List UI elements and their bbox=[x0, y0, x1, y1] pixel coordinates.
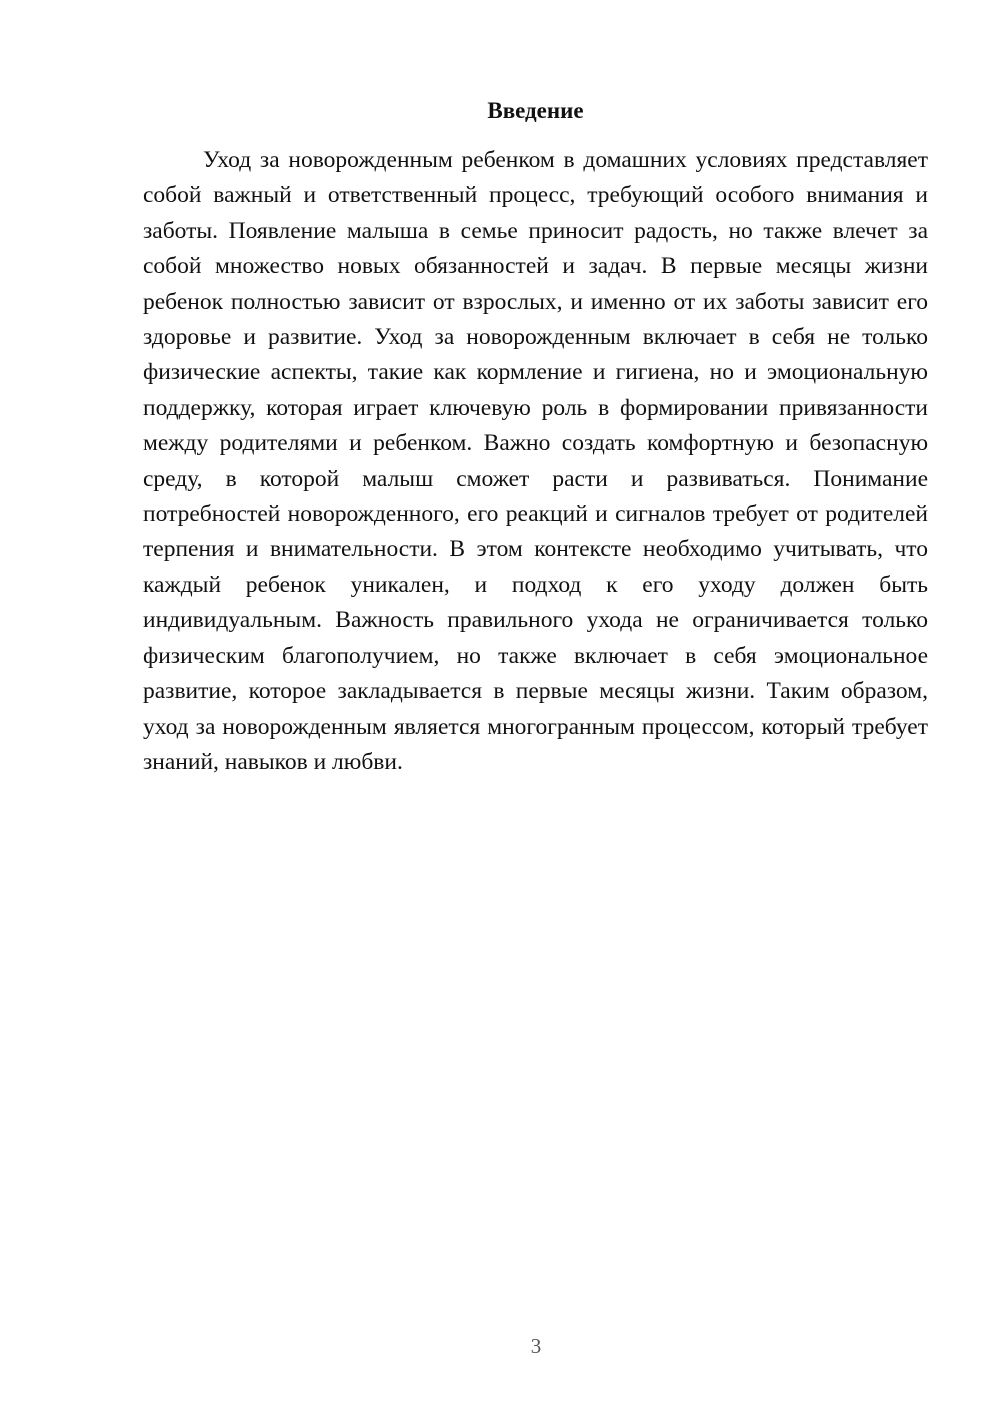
page-number: 3 bbox=[530, 1334, 542, 1358]
page-title: Введение bbox=[487, 98, 584, 123]
body-paragraph: Уход за новорожденным ребенком в домашних условиях представляет собой важный и ответственный процесс, требующий особого внимания и заботы. Появление малыша в семье приносит радость, но также влечет за собой множество новых обязанностей и задач. В первые месяцы жизни ребенок полностью зависит от взрослых, и именно от их заботы зависит его здоровье и развитие. Уход за новорожденным включает в себя не только физические аспекты, такие как кормление и гигиена, но и эмоциональную поддержку, которая играет ключевую роль в формировании привязанности между родителями и ребенком. Важно создать комфортную и безопасную среду, в которой малыш сможет расти и развиваться. Понимание потребностей новорожденного, его реакций и сигналов требует от родителей терпения и внимательности. В этом контексте необходимо учитывать, что каждый ребенок уникален, и подход к его уходу должен быть индивидуальным. Важность правильного ухода не ограничивается только физическим благополучием, но также включает в себя эмоциональное развитие, которое закладывается в первые месяцы жизни. Таким образом, уход за новорожденным является многогранным процессом, который требует знаний, навыков и любви. bbox=[143, 147, 928, 775]
